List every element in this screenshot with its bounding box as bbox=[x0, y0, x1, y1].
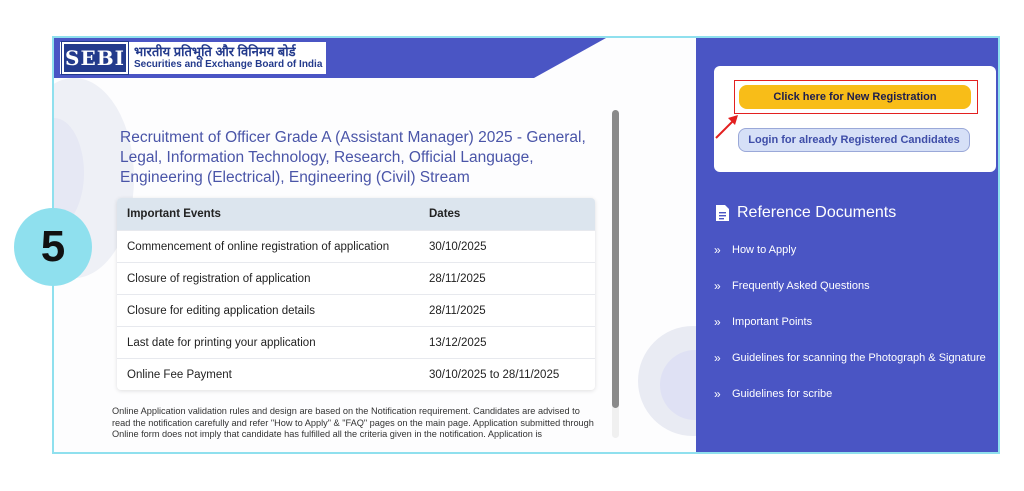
column-header-events: Important Events bbox=[127, 208, 221, 220]
event-cell: Last date for printing your application bbox=[127, 336, 316, 349]
content-scrollbar[interactable] bbox=[612, 110, 619, 438]
reference-link-label: Frequently Asked Questions bbox=[732, 280, 870, 292]
double-chevron-icon: » bbox=[714, 387, 721, 401]
reference-link-how-to-apply[interactable] bbox=[714, 232, 998, 268]
sebi-logo-text bbox=[134, 45, 322, 71]
double-chevron-icon: » bbox=[714, 279, 721, 293]
sidebar-panel bbox=[696, 38, 998, 452]
main-content-panel bbox=[54, 38, 696, 452]
sebi-logo bbox=[60, 42, 326, 74]
logo-hindi-text: भारतीय प्रतिभूति और विनिमय बोर्ड bbox=[134, 44, 296, 59]
reference-link-label: Important Points bbox=[732, 316, 813, 328]
table-header bbox=[117, 198, 595, 230]
date-cell: 13/12/2025 bbox=[429, 336, 487, 349]
double-chevron-icon: » bbox=[714, 243, 721, 257]
event-cell: Online Fee Payment bbox=[127, 368, 232, 381]
document-icon bbox=[716, 205, 729, 221]
important-events-table bbox=[117, 198, 595, 390]
header-band bbox=[54, 38, 696, 78]
reference-documents-heading bbox=[716, 204, 896, 222]
table-row bbox=[117, 358, 595, 390]
reference-link-label: How to Apply bbox=[732, 244, 797, 256]
column-header-dates: Dates bbox=[429, 208, 461, 220]
date-cell: 30/10/2025 bbox=[429, 240, 487, 253]
reference-link-important-points[interactable] bbox=[714, 304, 998, 340]
event-cell: Closure for editing application details bbox=[127, 304, 315, 317]
date-cell: 30/10/2025 to 28/11/2025 bbox=[429, 368, 560, 381]
sebi-logo-mark: SEBI bbox=[62, 42, 128, 74]
date-cell: 28/11/2025 bbox=[429, 272, 486, 285]
table-row bbox=[117, 326, 595, 358]
date-cell: 28/11/2025 bbox=[429, 304, 486, 317]
page-title: Recruitment of Officer Grade A (Assistant Manager) 2025 - General, Legal, Information Technology, Research, Official Language, Engineering (Electrical), Engineering (Civil) Stream bbox=[120, 129, 586, 186]
table-row bbox=[117, 294, 595, 326]
scrollbar-thumb[interactable] bbox=[612, 110, 619, 408]
double-chevron-icon: » bbox=[714, 351, 721, 365]
logo-english-text: Securities and Exchange Board of India bbox=[134, 59, 323, 70]
reference-link-scribe-guidelines[interactable] bbox=[714, 376, 998, 412]
table-row bbox=[117, 262, 595, 294]
screenshot-frame bbox=[52, 36, 1000, 454]
double-chevron-icon: » bbox=[714, 315, 721, 329]
reference-heading-text: Reference Documents bbox=[737, 204, 897, 221]
event-cell: Closure of registration of application bbox=[127, 272, 311, 285]
event-cell: Commencement of online registration of application bbox=[127, 240, 390, 253]
step-number-badge: 5 bbox=[14, 208, 92, 286]
highlight-box bbox=[734, 80, 978, 114]
table-row bbox=[117, 230, 595, 262]
login-registered-button[interactable]: Login for already Registered Candidates bbox=[738, 128, 970, 152]
validation-note: Online Application validation rules and design are based on the Notification requirement. Candidates are advised to read the notification carefully and refer "How to Apply" & "FAQ" pages on the main page. Application submitted through Online form does not imply that candidate has fulfilled all the criteria given in the notification. Application is bbox=[112, 406, 594, 439]
reference-link-label: Guidelines for scribe bbox=[732, 388, 833, 400]
reference-documents-list bbox=[714, 232, 998, 412]
reference-link-photo-guidelines[interactable] bbox=[714, 340, 998, 376]
reference-link-faq[interactable] bbox=[714, 268, 998, 304]
new-registration-button[interactable]: Click here for New Registration bbox=[739, 85, 971, 109]
registration-card bbox=[714, 66, 996, 172]
reference-link-label: Guidelines for scanning the Photograph & Signature bbox=[732, 352, 986, 364]
